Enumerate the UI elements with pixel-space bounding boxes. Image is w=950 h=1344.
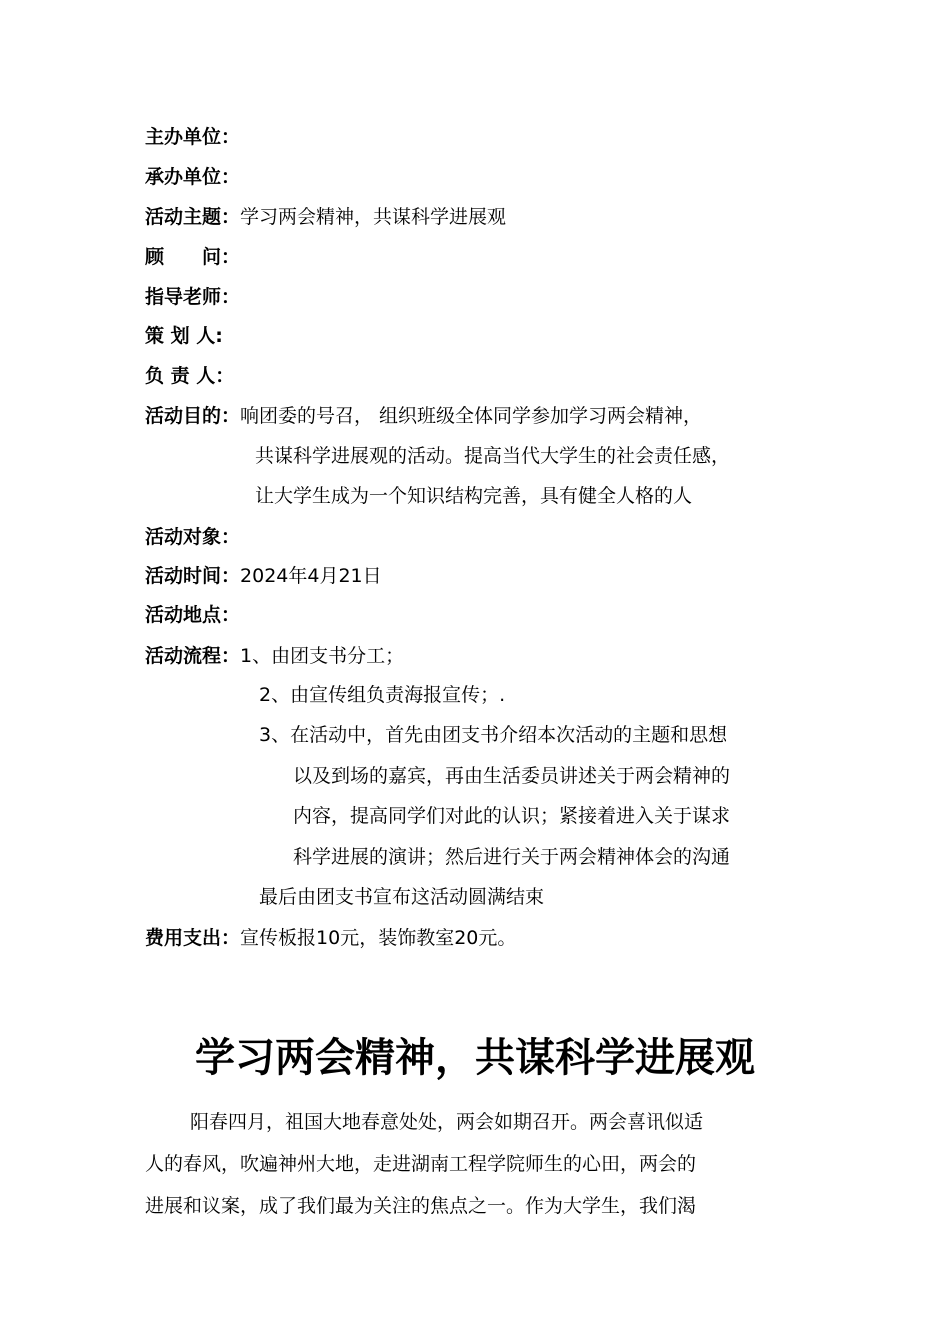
audience-label: 活动对象： — [145, 526, 241, 548]
leader-row — [145, 363, 234, 389]
organizer-label: 承办单位： — [145, 166, 241, 188]
teacher-row — [145, 284, 240, 310]
time-row — [145, 563, 382, 589]
place-label: 活动地点： — [145, 604, 241, 626]
cost-value: 宣传板报10元，装饰教室20元。 — [240, 927, 517, 949]
cost-row — [145, 925, 516, 951]
purpose-label: 活动目的： — [145, 405, 241, 427]
purpose-line-1: 响团委的号召， 组织班级全体同学参加学习两会精神， — [240, 405, 703, 427]
article-line-3: 进展和议案，成了我们最为关注的焦点之一。作为大学生，我们渴 — [145, 1195, 697, 1217]
place-row — [145, 602, 240, 628]
purpose-row — [145, 403, 702, 429]
article-line-1: 阳春四月，祖国大地春意处处，两会如期召开。两会喜讯似适 — [190, 1111, 704, 1133]
process-row — [145, 643, 404, 669]
cost-label: 费用支出： — [145, 927, 241, 949]
article-title: 学习两会精神，共谋科学进展观 — [195, 1035, 755, 1081]
advisor-row — [145, 244, 240, 270]
purpose-line-2: 共谋科学进展观的活动。提高当代大学生的社会责任感， — [255, 445, 731, 467]
theme-value: 学习两会精神，共谋科学进展观 — [240, 206, 507, 228]
advisor-label: 顾 问： — [145, 246, 241, 268]
organizer-row — [145, 164, 240, 190]
audience-row — [145, 524, 240, 550]
time-label: 活动时间： — [145, 565, 241, 587]
host-label: 主办单位： — [145, 126, 241, 148]
teacher-label: 指导老师： — [145, 286, 241, 308]
process-step-3-line-1: 3、在活动中，首先由团支书介绍本次活动的主题和思想 — [259, 724, 728, 746]
theme-label: 活动主题： — [145, 206, 241, 228]
purpose-line-3: 让大学生成为一个知识结构完善，具有健全人格的人 — [255, 485, 693, 507]
process-step-3-line-3: 内容，提高同学们对此的认识；紧接着进入关于谋求 — [293, 805, 731, 827]
theme-row — [145, 204, 506, 230]
host-row — [145, 124, 240, 150]
process-step-3-line-2: 以及到场的嘉宾，再由生活委员讲述关于两会精神的 — [293, 765, 731, 787]
planner-row — [145, 323, 223, 349]
leader-label: 负 责 人： — [145, 365, 235, 387]
process-label: 活动流程： — [145, 645, 241, 667]
article-line-2: 人的春风，吹遍神州大地，走进湖南工程学院师生的心田，两会的 — [145, 1153, 697, 1175]
process-step-3-line-4: 科学进展的演讲；然后进行关于两会精神体会的沟通 — [293, 846, 731, 868]
process-step-2: 2、由宣传组负责海报宣传；. — [259, 684, 506, 706]
time-value: 2024年4月21日 — [240, 565, 382, 587]
process-step-3-line-5: 最后由团支书宣布这活动圆满结束 — [259, 886, 545, 908]
planner-label: 策 划 人: — [145, 325, 223, 347]
process-step-1: 1、由团支书分工； — [240, 645, 405, 667]
